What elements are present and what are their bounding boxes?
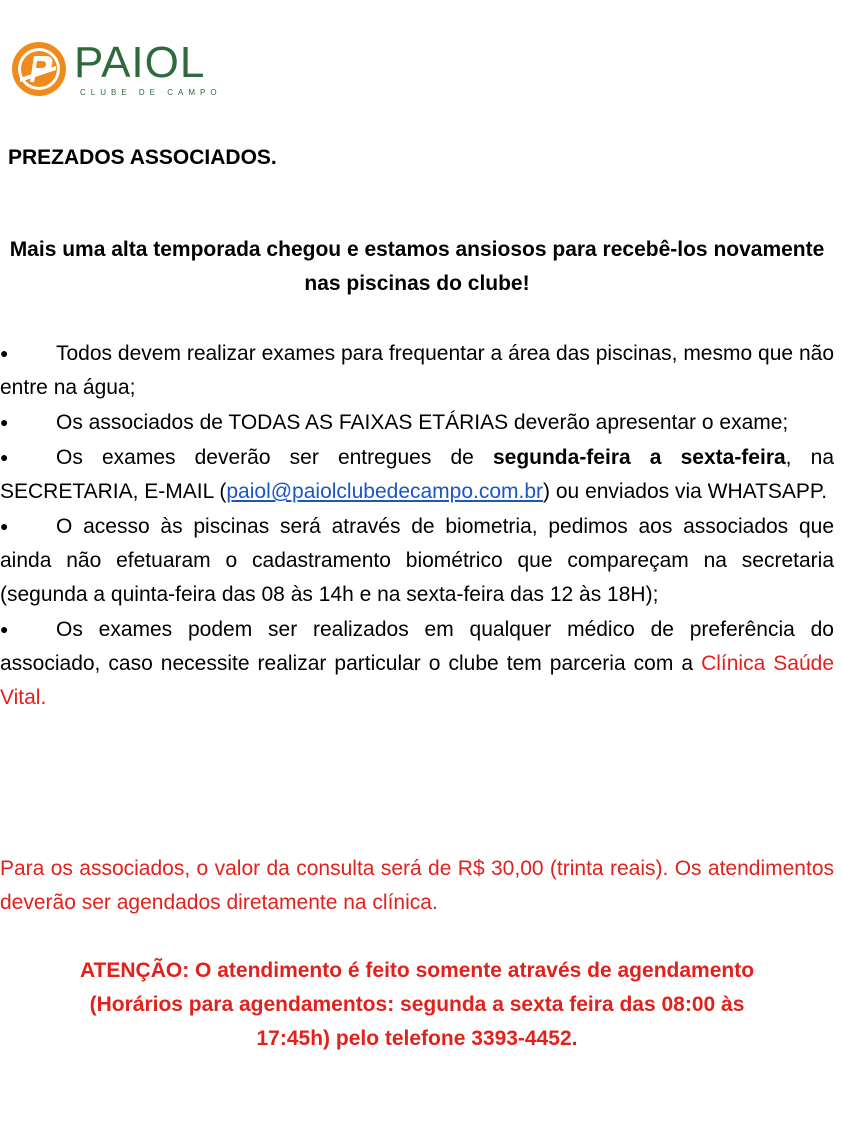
list-item	[0, 612, 834, 715]
rule-text: Os exames podem ser realizados em qualquer médico de preferência do associado, caso necessite realizar particular o clube tem parceria com a	[0, 618, 834, 675]
logo-wordmark: PAIOL	[74, 38, 206, 87]
bullet-icon: ●	[0, 414, 9, 430]
rule-text: Todos devem realizar exames para frequentar a área das piscinas, mesmo que não entre na água;	[0, 342, 834, 399]
attention-notice	[0, 954, 834, 1056]
greeting: PREZADOS ASSOCIADOS.	[8, 146, 277, 169]
bullet-icon: ●	[0, 518, 9, 534]
clinic-name: Clínica Saúde Vital.	[0, 652, 834, 709]
bullet-icon: ●	[0, 345, 9, 361]
list-item	[0, 440, 834, 509]
price-note: Para os associados, o valor da consulta será de R$ 30,00 (trinta reais). Os atendimentos deverão ser agendados diretamente na clínica.	[0, 857, 834, 914]
paiol-logo	[10, 38, 230, 108]
rule-text: Os exames deverão ser entregues de	[56, 446, 493, 469]
headline: Mais uma alta temporada chegou e estamos ansiosos para recebê-los novamente nas piscinas do clube!	[9, 238, 825, 295]
rule-text: ) ou enviados via WHATSAPP.	[543, 480, 828, 503]
paiol-logo-icon	[10, 40, 68, 98]
list-item	[0, 405, 834, 440]
bullet-icon: ●	[0, 621, 9, 637]
rule-text: O acesso às piscinas será através de biometria, pedimos aos associados que ainda não efetuaram o cadastramento biométrico que compareçam na secretaria (segunda a quinta-feira das 08 às 14h e na sexta-feira das 12 às 18H);	[0, 515, 834, 606]
rule-days: segunda-feira a sexta-feira	[492, 446, 786, 469]
rule-text: Os associados de TODAS AS FAIXAS ETÁRIAS deverão apresentar o exame;	[56, 411, 789, 434]
attention-line: 17:45h) pelo telefone 3393-4452.	[256, 1027, 578, 1050]
list-item	[0, 336, 834, 405]
attention-line: ATENÇÃO: O atendimento é feito somente através de agendamento	[79, 959, 755, 982]
email-link[interactable]: paiol@paiolclubedecampo.com.br	[226, 480, 544, 503]
attention-line: (Horários para agendamentos: segunda a sexta feira das 08:00 às	[89, 993, 745, 1016]
list-item	[0, 509, 834, 612]
rule-text: , na SECRETARIA, E-MAIL (	[0, 446, 834, 503]
logo-subtitle: CLUBE DE CAMPO	[80, 88, 222, 97]
rules-list	[0, 336, 834, 715]
bullet-icon: ●	[0, 449, 9, 465]
